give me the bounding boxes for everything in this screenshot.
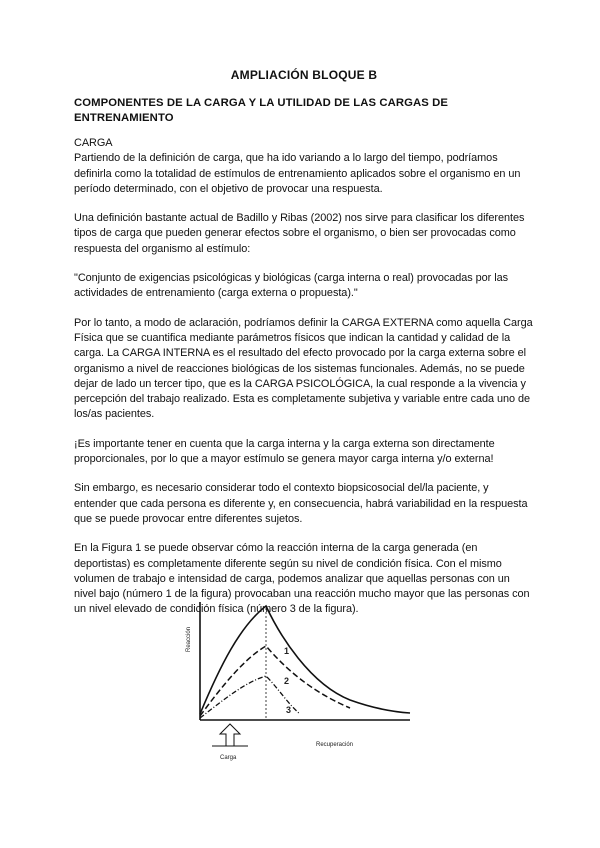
paragraph-badillo: Una definición bastante actual de Badillo y Ribas (2002) nos sirve para clasificar los diferentes tipos de carga que pueden generar efectos sobre el organismo, o bien ser provocadas como respuesta del organismo al estímulo: [74,212,525,255]
paragraph-figura: En la Figura 1 se puede observar cómo la reacción interna de la carga generada (en deportistas) es completamente diferente según su nivel de condición física. Con el mismo volumen de trabajo e intensidad de carga, podemos analizar que aquellas personas con un nivel bajo (número 1 de la figura) provocaban una reacción mucho mayor que las personas con un nivel elevado de condición física (número 3 de la figura). [74,542,530,616]
curve-2 [200,646,350,716]
figure-svg [160,596,420,772]
document-subtitle: COMPONENTES DE LA CARGA Y LA UTILIDAD DE LAS CARGAS DE ENTRENAMIENTO [74,97,449,124]
paragraph-importante: ¡Es importante tener en cuenta que la carga interna y la carga externa son directamente proporcionales, por lo que a mayor estímulo se genera mayor carga interna y/o externa! [74,437,495,466]
load-label: Carga [220,755,237,761]
load-arrow-icon [220,724,240,746]
document-page [74,68,534,632]
curve-label-2: 2 [284,676,290,686]
paragraph-tipos-carga: Por lo tanto, a modo de aclaración, podríamos definir la CARGA EXTERNA como aquella Carga Física que se cuantifica mediante parámetros físicos que indican la cantidad y calidad de la carga. La CARGA INTERNA es el resultado del efecto provocado por la carga externa sobre el organismo a nivel de reacciones biológicas de los sistemas funcionales. Además, no se puede dejar de lado un tercer tipo, que es la CARGA PSICOLÓGICA, la cual responde a la vivencia y percepción del trabajo realizado. Esta es completamente subjetiva y variable entre cada uno de los/as pacientes. [74,316,533,421]
curve-label-1: 1 [284,646,290,656]
curve-label-3: 3 [286,705,292,715]
figure-load-reaction [160,596,420,772]
paragraph-biopsicosocial: Sin embargo, es necesario considerar todo el contexto biopsicosocial del/la paciente, y entender que cada persona es diferente y, en consecuencia, habrá variabilidad en la respuesta que se puede provocar entre diferentes sujetos. [74,482,528,525]
paragraph-definition: Partiendo de la definición de carga, que ha ido variando a lo largo del tiempo, podríamos definirla como la totalidad de estímulos de entrenamiento aplicados sobre el organismo en un período determinado, con el objetivo de provocar una respuesta. [74,152,521,195]
curve-1 [200,606,410,714]
section-heading: CARGA [74,137,113,149]
y-axis-label: Reacción [186,626,192,652]
x-axis-label: Recuperación [316,742,354,748]
document-title: AMPLIACIÓN BLOQUE B [230,68,378,82]
paragraph-quote: "Conjunto de exigencias psicológicas y biológicas (carga interna o real) provocadas por las actividades de entrenamiento (carga externa o propuesta)." [74,272,508,300]
